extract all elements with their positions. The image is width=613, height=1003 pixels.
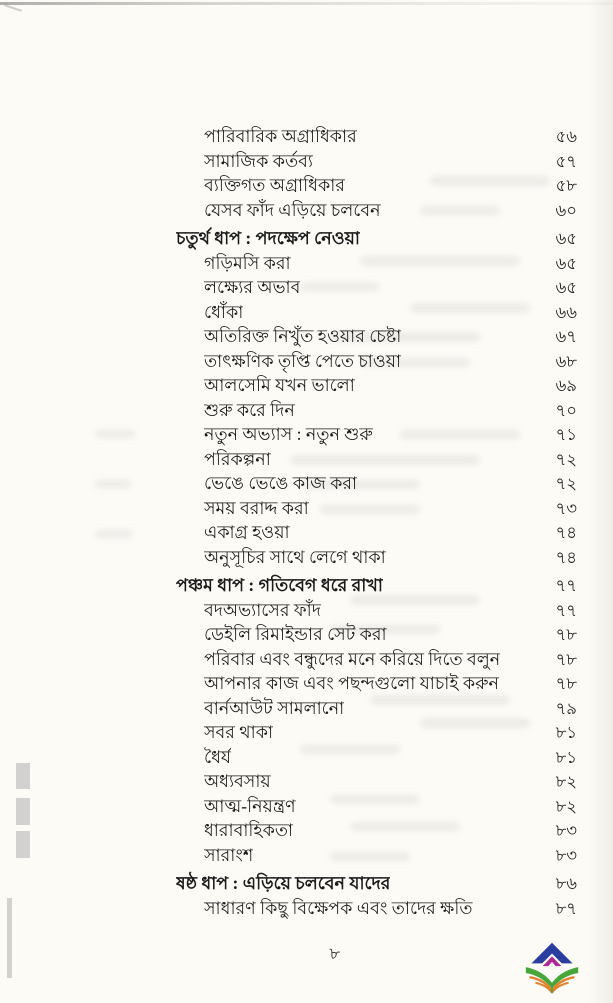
toc-item-label: ভেঙে ভেঙে কাজ করা <box>204 473 358 493</box>
toc-page-number: ৬৫ <box>555 229 577 248</box>
toc-item-label: শুরু করে দিন <box>204 399 295 420</box>
toc-item-label: বার্নআউট সামলানো <box>204 697 345 718</box>
toc-item-label: অতিরিক্ত নিখুঁত হওয়ার চেষ্টা <box>204 326 402 346</box>
toc-page-number: ৮১ <box>555 723 577 742</box>
toc-page-number: ৮৭ <box>555 898 577 918</box>
toc-page-number: ৬৫ <box>555 253 577 273</box>
toc-item-label: ডেইলি রিমাইন্ডার সেট করা <box>204 624 387 644</box>
toc-item-label: যেসব ফাঁদ এড়িয়ে চলবেন <box>204 199 381 220</box>
toc-item-label: সারাংশ <box>204 844 254 865</box>
toc-item-row <box>204 769 577 794</box>
toc-section-label: ষষ্ঠ ধাপ : এড়িয়ে চলবেন যাদের <box>176 873 391 893</box>
toc-item-label: আলসেমি যখন ভালো <box>204 375 355 395</box>
toc-item-label: সাধারণ কিছু বিক্ষেপক এবং তাদের ক্ষতি <box>204 897 473 918</box>
toc-item-row <box>204 647 577 672</box>
toc-item-label: পরিবার এবং বন্ধুদের মনে করিয়ে দিতে বলুন <box>204 648 501 669</box>
toc-page-number: ৭৮ <box>555 649 577 669</box>
toc-page-number: ৬৭ <box>555 327 577 346</box>
toc-item-row <box>204 818 577 843</box>
toc-item-row <box>204 373 577 398</box>
toc-item-label: ধোঁকা <box>204 301 244 322</box>
toc-page-number: ৭৪ <box>555 523 577 542</box>
toc-item-label: পরিকল্পনা <box>204 448 271 469</box>
toc-page-number: ৮৩ <box>555 821 577 840</box>
toc-page-number: ৭৭ <box>555 576 577 595</box>
toc-page-number: ৬৫ <box>555 278 577 297</box>
toc-item-row <box>204 896 577 921</box>
toc-page-number: ৭২ <box>555 474 577 493</box>
footer-page-number: ৮ <box>329 943 341 964</box>
toc-item-label: তাৎক্ষণিক তৃপ্তি পেতে চাওয়া <box>204 350 402 371</box>
scan-top-edge <box>0 2 613 5</box>
toc-item-label: বদঅভ্যাসের ফাঁদ <box>204 599 321 620</box>
toc-item-row <box>204 300 577 325</box>
toc-item-row <box>204 520 577 545</box>
toc-item-row <box>204 843 577 868</box>
toc-section-label: চতুর্থ ধাপ : পদক্ষেপ নেওয়া <box>176 228 360 248</box>
toc-item-row <box>204 598 577 623</box>
toc-item-row <box>204 251 577 276</box>
toc-item-row <box>204 471 577 496</box>
toc-item-row <box>204 447 577 472</box>
toc-item-row <box>204 324 577 349</box>
toc-item-row <box>204 349 577 374</box>
toc-item-row <box>204 696 577 721</box>
toc-page-number: ৬৮ <box>555 351 577 371</box>
publisher-logo-icon <box>524 941 580 995</box>
toc-page-number: ৭৯ <box>555 698 577 718</box>
toc-item-label: সময় বরাদ্দ করা <box>204 497 309 518</box>
toc-item-label: ধৈর্য <box>204 746 231 767</box>
toc-item-label: ধারাবাহিকতা <box>204 820 294 840</box>
toc-page-number: ৬৯ <box>555 376 577 395</box>
toc-item-label: সামাজিক কর্তব্য <box>204 150 313 171</box>
toc-item-row <box>204 398 577 423</box>
toc-page-number: ৭৭ <box>555 600 577 620</box>
toc-item-label: সবর থাকা <box>204 722 274 742</box>
toc-page-number: ৬০ <box>555 200 577 220</box>
toc-item-row <box>204 173 577 198</box>
toc-page-number: ৭২ <box>555 449 577 469</box>
toc-item-label: ব্যক্তিগত অগ্রাধিকার <box>204 175 345 195</box>
toc-item-row <box>204 124 577 149</box>
toc-item-label: লক্ষ্যের অভাব <box>204 277 301 297</box>
toc-item-row <box>204 496 577 521</box>
toc-item-row <box>204 198 577 223</box>
toc-item-label: নতুন অভ্যাস : নতুন শুরু <box>204 424 373 444</box>
toc-item-row <box>204 720 577 745</box>
toc-item-row <box>204 545 577 570</box>
toc-page-number: ৬৬ <box>555 302 577 322</box>
toc-item-row <box>204 745 577 770</box>
toc-page-number: ৭৮ <box>555 625 577 644</box>
toc-item-row <box>204 671 577 696</box>
toc-item-row <box>204 622 577 647</box>
toc-section-label: পঞ্চম ধাপ : গতিবেগ ধরে রাখা <box>176 575 383 595</box>
toc-item-label: আপনার কাজ এবং পছন্দগুলো যাচাই করুন <box>204 673 499 693</box>
toc-page-number: ৭০ <box>555 400 577 420</box>
toc-item-row <box>204 422 577 447</box>
toc-page-number: ৫৬ <box>555 127 577 146</box>
toc-item-label: অধ্যবসায় <box>204 771 271 791</box>
toc-list <box>0 124 613 920</box>
toc-item-row <box>204 275 577 300</box>
toc-page-number: ৮২ <box>555 772 577 791</box>
toc-item-row <box>204 794 577 819</box>
toc-item-label: গড়িমসি করা <box>204 252 291 273</box>
toc-page-number: ৮২ <box>555 796 577 816</box>
toc-page-number: ৭১ <box>555 425 577 444</box>
toc-page-number: ৮৩ <box>555 845 577 865</box>
toc-page-number: ৮৬ <box>555 874 577 893</box>
toc-item-label: অনুসূচির সাথে লেগে থাকা <box>204 546 386 567</box>
toc-page-number: ৭৮ <box>555 674 577 693</box>
toc-section-row <box>176 871 577 896</box>
toc-page-number: ৮১ <box>555 747 577 767</box>
toc-page-number: ৫৭ <box>555 151 577 171</box>
toc-item-label: পারিবারিক অগ্রাধিকার <box>204 126 357 146</box>
scan-scratch <box>4 4 22 11</box>
toc-page-number: ৫৮ <box>555 176 577 195</box>
toc-item-label: আত্ম-নিয়ন্ত্রণ <box>204 795 296 816</box>
toc-section-row <box>176 573 577 598</box>
toc-page-number: ৭৩ <box>555 498 577 518</box>
toc-page-number: ৭৪ <box>555 547 577 567</box>
toc-item-row <box>204 149 577 174</box>
toc-item-label: একাগ্র হওয়া <box>204 522 290 542</box>
toc-section-row <box>176 226 577 251</box>
